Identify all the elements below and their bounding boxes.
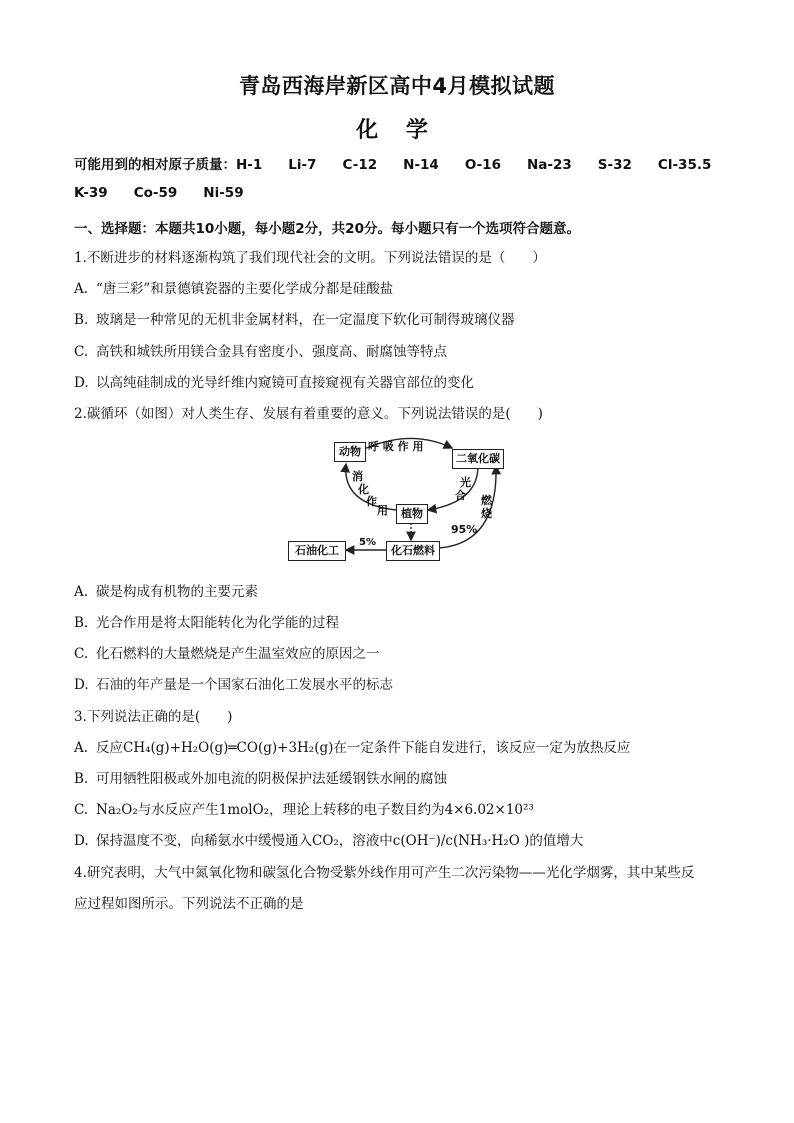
- option-label: C.: [74, 646, 89, 662]
- section-heading: 一、选择题：本题共10小题，每小题2分，共20分。每小题只有一个选项符合题意。: [74, 221, 580, 237]
- mass-item: Ni-59: [203, 185, 244, 201]
- node-animal: 动物: [334, 442, 366, 462]
- node-plant: 植物: [396, 504, 428, 524]
- carbon-cycle-diagram: [280, 432, 520, 567]
- atomic-masses-line2: [74, 185, 270, 201]
- subject-title: 化 学: [356, 118, 438, 143]
- option-text: 保持温度不变，向稀氨水中缓慢通入CO₂，溶液中c(OH⁻)/c(NH₃·H₂O )的值增大: [96, 833, 584, 849]
- q2-option-c: [74, 642, 380, 662]
- q2-option-b: [74, 611, 339, 631]
- node-co2: 二氧化碳: [452, 449, 504, 469]
- q1-option-b: [74, 308, 515, 328]
- q4-stem-line1: 4.研究表明，大气中氮氧化物和碳氢化合物受紫外线作用可产生二次污染物——光化学烟雾，其中某些反: [74, 865, 695, 881]
- q2-stem: 2.碳循环（如图）对人类生存、发展有着重要的意义。下列说法错误的是( ): [74, 406, 543, 422]
- exam-title: 青岛西海岸新区高中4月模拟试题: [238, 74, 556, 98]
- label-95pct: 95%: [451, 523, 478, 536]
- mass-item: S-32: [597, 157, 632, 173]
- option-label: C.: [74, 802, 89, 818]
- q2-option-a: [74, 580, 258, 600]
- option-text: 玻璃是一种常见的无机非金属材料，在一定温度下软化可制得玻璃仪器: [96, 312, 515, 328]
- q3-stem: 3.下列说法正确的是( ): [74, 709, 233, 725]
- option-text: “唐三彩”和景德镇瓷器的主要化学成分都是硅酸盐: [96, 281, 394, 297]
- q3-option-d: [74, 829, 583, 849]
- option-label: B.: [74, 771, 89, 787]
- option-text: 可用牺牲阳极或外加电流的阴极保护法延缓钢铁水闸的腐蚀: [96, 771, 447, 787]
- q3-option-a: [74, 736, 630, 756]
- mass-item: Na-23: [526, 157, 572, 173]
- q2-option-d: [74, 673, 393, 693]
- option-text: 光合作用是将太阳能转化为化学能的过程: [96, 615, 339, 631]
- label-digestion-3: 作: [366, 495, 377, 508]
- mass-item: H-1: [236, 157, 263, 173]
- option-text: 化石燃料的大量燃烧是产生温室效应的原因之一: [96, 646, 380, 662]
- option-text: 以高纯硅制成的光导纤维内窥镜可直接窥视有关器官部位的变化: [96, 375, 474, 391]
- option-label: B.: [74, 615, 89, 631]
- mass-item: N-14: [403, 157, 439, 173]
- q1-stem: 1.不断进步的材料逐渐构筑了我们现代社会的文明。下列说法错误的是（ ）: [74, 250, 546, 266]
- node-petrochemical: 石油化工: [288, 541, 346, 561]
- option-label: A.: [74, 281, 89, 297]
- q4-stem-line2: 应过程如图所示。下列说法不正确的是: [74, 896, 304, 912]
- option-text: 反应CH₄(g)+H₂O(g)═CO(g)+3H₂(g)在一定条件下能自发进行，该反应一定为放热反应: [96, 740, 631, 756]
- option-label: D.: [74, 833, 89, 849]
- q1-option-c: [74, 340, 447, 360]
- option-text: 碳是构成有机物的主要元素: [96, 584, 258, 600]
- atomic-masses-label: 可能用到的相对原子质量：: [74, 157, 236, 173]
- mass-item: Li-7: [288, 157, 317, 173]
- mass-item: Cl-35.5: [657, 157, 712, 173]
- q1-option-a: [74, 277, 393, 297]
- option-text: 石油的年产量是一个国家石油化工发展水平的标志: [96, 677, 393, 693]
- mass-item: K-39: [74, 185, 108, 201]
- q1-option-d: [74, 371, 474, 391]
- option-text: Na₂O₂与水反应产生1molO₂，理论上转移的电子数目约为4×6.02×10²³: [96, 802, 534, 818]
- option-label: A.: [74, 740, 89, 756]
- label-digestion-1: 消: [352, 470, 363, 483]
- option-label: B.: [74, 312, 89, 328]
- q3-option-b: [74, 767, 447, 787]
- node-fossil-fuel: 化石燃料: [386, 541, 440, 561]
- label-photo-1: 光: [460, 476, 471, 489]
- label-respiration: 呼 吸 作 用: [368, 440, 424, 453]
- option-label: D.: [74, 375, 89, 391]
- label-digestion-2: 化: [358, 483, 369, 496]
- label-5pct: 5%: [359, 537, 376, 548]
- q3-option-c: [74, 798, 534, 818]
- label-burn-2: 烧: [481, 507, 492, 520]
- mass-item: C-12: [342, 157, 378, 173]
- label-burn-1: 燃: [481, 494, 492, 507]
- option-label: D.: [74, 677, 89, 693]
- label-photo-2: 合: [455, 489, 466, 502]
- label-digestion-4: 用: [377, 504, 388, 517]
- mass-item: O-16: [464, 157, 501, 173]
- mass-item: Co-59: [133, 185, 178, 201]
- option-label: A.: [74, 584, 89, 600]
- atomic-masses-line1: [74, 153, 737, 173]
- option-label: C.: [74, 344, 89, 360]
- option-text: 高铁和城铁所用镁合金具有密度小、强度高、耐腐蚀等特点: [96, 344, 447, 360]
